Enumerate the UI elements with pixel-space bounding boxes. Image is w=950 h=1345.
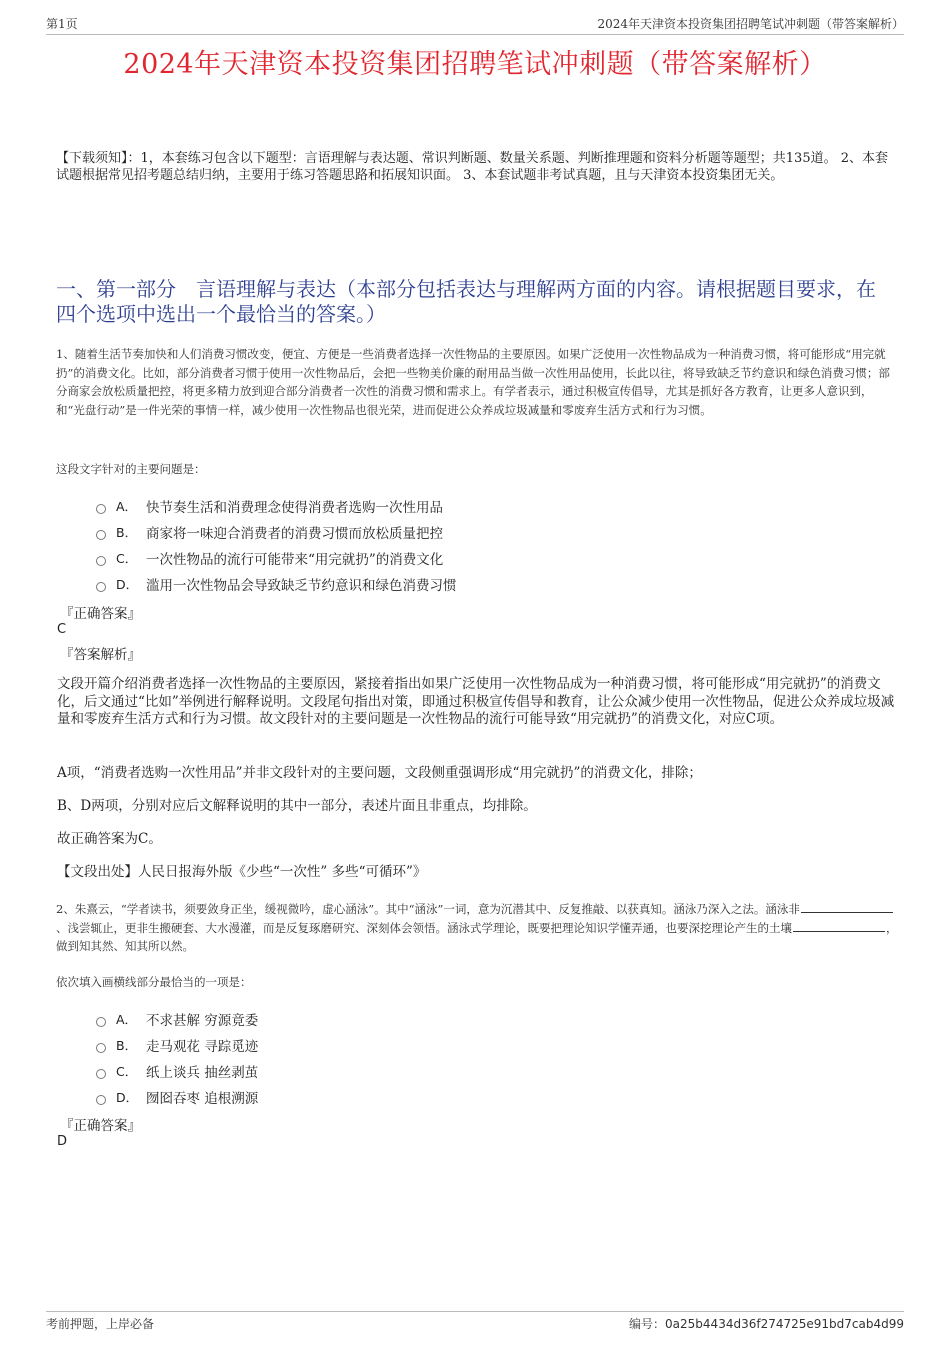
page-footer [46,1311,904,1332]
section-heading: 一、第一部分 言语理解与表达（本部分包括表达与理解两方面的内容。请根据题目要求，在四个选项中选出一个最恰当的答案。） [56,277,876,326]
radio-icon[interactable] [96,504,106,514]
radio-icon[interactable] [96,1017,106,1027]
question-2-option-a[interactable]: A． 不求甚解 穷源竟委 [96,1006,258,1032]
question-1-option-a[interactable]: A． 快节奏生活和消费理念使得消费者选购一次性用品 [96,493,457,519]
page-header [46,14,904,35]
running-title: 2024年天津资本投资集团招聘笔试冲刺题（带答案解析） [597,17,904,31]
question-1-option-b[interactable]: B． 商家将一味迎合消费者的消费习惯而放松质量把控 [96,519,457,545]
question-1-stem: 1、随着生活节奏加快和人们消费习惯改变，便宜、方便是一些消费者选择一次性物品的主要原因。如果广泛使用一次性物品成为一种消费习惯，将可能形成“用完就扔”的消费文化。比如，部分消费者习惯于使用一次性物品后，会把一些物美价廉的耐用品当做一次性用品使用，长此以往，将导致缺乏节约意识和绿色消费习惯；部分商家会放松质量把控，将更多精力放到迎合部分消费者一次性的消费习惯和需求上。有学者表示，通过积极宣传倡导，尤其是抓好各方教育，让更多人意识到，和“光盘行动”是一件光荣的事情一样，减少使用一次性物品也很光荣，进而促进公众养成垃圾减量和零废弃生活方式和行为习惯。 [56,347,890,417]
question-1-option-c[interactable]: C． 一次性物品的流行可能带来“用完就扔”的消费文化 [96,545,457,571]
question-2-stem: 2、朱熹云，“学者读书，须要敛身正坐，缓视微吟，虚心涵泳”。其中“涵泳”一词，意为沉潜其中、反复推敲、以获真知。涵泳乃深入之法。涵泳非、浅尝辄止，更非生搬硬套、大水漫灌，而是反复琢磨研究、深刻体会领悟。涵泳式学理论，既要把理论知识学懂弄通，也要深挖理论产生的土壤 ，做到知其然、知其所以然。 [56,902,898,953]
question-2-option-d[interactable]: D． 囫囵吞枣 追根溯源 [96,1084,258,1110]
radio-icon[interactable] [96,556,106,566]
footer-slogan: 考前押题，上岸必备 [46,1317,155,1331]
page-number: 第1页 [46,17,78,31]
question-2-option-b[interactable]: B． 走马观花 寻踪觅迹 [96,1032,258,1058]
question-2-prompt: 依次填入画横线部分最恰当的一项是： [56,975,252,989]
question-1-analysis-paragraph: 文段开篇介绍消费者选择一次性物品的主要原因，紧接着指出如果广泛使用一次性物品成为一种消费习惯，将可能形成“用完就扔”的消费文化，后文通过“比如”举例进行解释说明。文段尾句指出对策，即通过积极宣传倡导和教育，让公众减少使用一次性物品，促进公众养成垃圾减量和零废弃生活方式和行为习惯。故文段针对的主要问题是一次性物品的流行可能导致“用完就扔”的消费文化，对应C项。 [57,676,895,727]
question-2-options [96,1006,258,1110]
question-2-answer: D [57,1134,68,1149]
question-1-prompt: 这段文字针对的主要问题是： [56,462,206,476]
footer-serial: 编号：0a25b4434d36f274725e91bd7cab4d99 [629,1317,904,1331]
radio-icon[interactable] [96,530,106,540]
radio-icon[interactable] [96,1043,106,1053]
radio-icon[interactable] [96,1069,106,1079]
radio-icon[interactable] [96,582,106,592]
radio-icon[interactable] [96,1095,106,1105]
fill-blank-2[interactable] [793,919,885,932]
question-2-option-c[interactable]: C． 纸上谈兵 抽丝剥茧 [96,1058,258,1084]
question-2-answer-label: 『正确答案』 [60,1118,141,1134]
fill-blank-1[interactable] [801,900,893,913]
question-1-option-d[interactable]: D． 滥用一次性物品会导致缺乏节约意识和绿色消费习惯 [96,571,457,597]
question-1-answer: C [57,622,67,637]
question-1-analysis-label: 『答案解析』 [60,647,141,663]
question-1-analysis-paragraph: A项，“消费者选购一次性用品”并非文段针对的主要问题，文段侧重强调形成“用完就扔”的消费文化，排除； [57,765,702,781]
question-1-options [96,493,457,597]
document-title: 2024年天津资本投资集团招聘笔试冲刺题（带答案解析） [123,49,827,80]
download-notice: 【下载须知】：1，本套练习包含以下题型：言语理解与表达题、常识判断题、数量关系题、判断推理题和资料分析题等题型；共135道。 2、本套试题根据常见招考题总结归纳，主要用于练习答题思路和拓展知识面。 3、本套试题非考试真题，且与天津资本投资集团无关。 [56,151,888,183]
question-1-source: 【文段出处】人民日报海外版《少些“一次性” 多些“可循环”》 [57,864,427,880]
question-1-analysis-paragraph: B、D两项，分别对应后文解释说明的其中一部分，表述片面且非重点，均排除。 [57,798,537,814]
question-1-analysis-paragraph: 故正确答案为C。 [57,831,162,847]
question-1-answer-label: 『正确答案』 [60,606,141,622]
